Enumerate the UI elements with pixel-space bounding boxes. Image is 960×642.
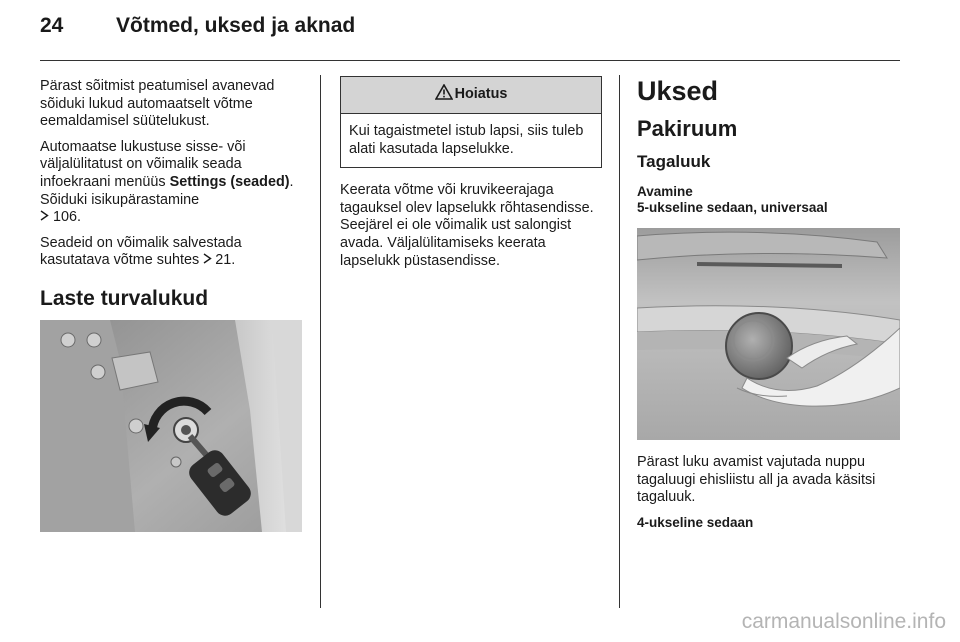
column-divider-2 bbox=[619, 75, 620, 608]
column-2 bbox=[340, 78, 602, 278]
warning-title: Hoiatus bbox=[454, 86, 508, 103]
heading-tailgate: Tagaluuk bbox=[637, 152, 711, 171]
page-reference-link[interactable]: 106. bbox=[53, 209, 82, 226]
chapter-title: Võtmed, uksed ja aknad bbox=[116, 14, 356, 37]
paragraph-tailgate-opening: Pärast luku avamist vajutada nuppu tagaluugi ehisliistu all ja avada käsitsi tagaluuk. bbox=[637, 454, 876, 506]
page-number: 24 bbox=[40, 14, 64, 37]
paragraph-key-settings: Seadeid on võimalik salvestada kasutatava võtme suhtes 21. bbox=[40, 234, 242, 269]
page-reference-arrow-icon[interactable] bbox=[40, 209, 49, 227]
paragraph-auto-unlock: Pärast sõitmist peatumisel avanevad sõiduki lukud automaatselt võtme eemaldamisel süütelukust. bbox=[40, 78, 275, 130]
watermark: carmanualsonline.info bbox=[741, 610, 946, 633]
page-reference-link[interactable]: 21. bbox=[215, 252, 236, 269]
heading-doors: Uksed bbox=[637, 76, 719, 106]
heading-5-door-variant: 5-ukseline sedaan, universaal bbox=[637, 200, 828, 215]
tailgate-handle-illustration bbox=[637, 228, 900, 440]
page-reference-arrow-icon[interactable] bbox=[203, 252, 212, 270]
column-3 bbox=[637, 78, 905, 531]
warning-triangle-icon bbox=[435, 84, 453, 106]
warning-header bbox=[341, 77, 601, 114]
column-divider-1 bbox=[320, 75, 321, 608]
heading-luggage-compartment: Pakiruum bbox=[637, 116, 738, 141]
paragraph-child-lock-usage: Keerata võtme või kruvikeerajaga tagauksel olev lapselukk rõhtasendisse. Seejärel ei ole võimalik ust salongist avada. Väljalülitamiseks keerata lapselukk püstasendisse. bbox=[340, 182, 594, 269]
paragraph-auto-lock-settings: Automaatse lukustuse sisse- või väljalülitatust on võimalik seada infoekraani menüüs Settings (seaded). Sõiduki isikupärastamine 106. bbox=[40, 138, 294, 226]
header-rule bbox=[40, 60, 900, 61]
settings-menu-term: Settings (seaded) bbox=[169, 173, 290, 190]
child-lock-illustration bbox=[40, 320, 302, 532]
page-header bbox=[40, 14, 355, 38]
heading-4-door-sedan: 4-ukseline sedaan bbox=[637, 514, 754, 530]
heading-opening: Avamine bbox=[637, 184, 693, 199]
warning-text: Kui tagaistmetel istub lapsi, siis tuleb alati kasutada lapselukke. bbox=[349, 123, 584, 157]
column-1 bbox=[40, 78, 305, 532]
warning-box bbox=[340, 76, 602, 168]
section-heading-child-locks: Laste turvalukud bbox=[40, 286, 209, 310]
